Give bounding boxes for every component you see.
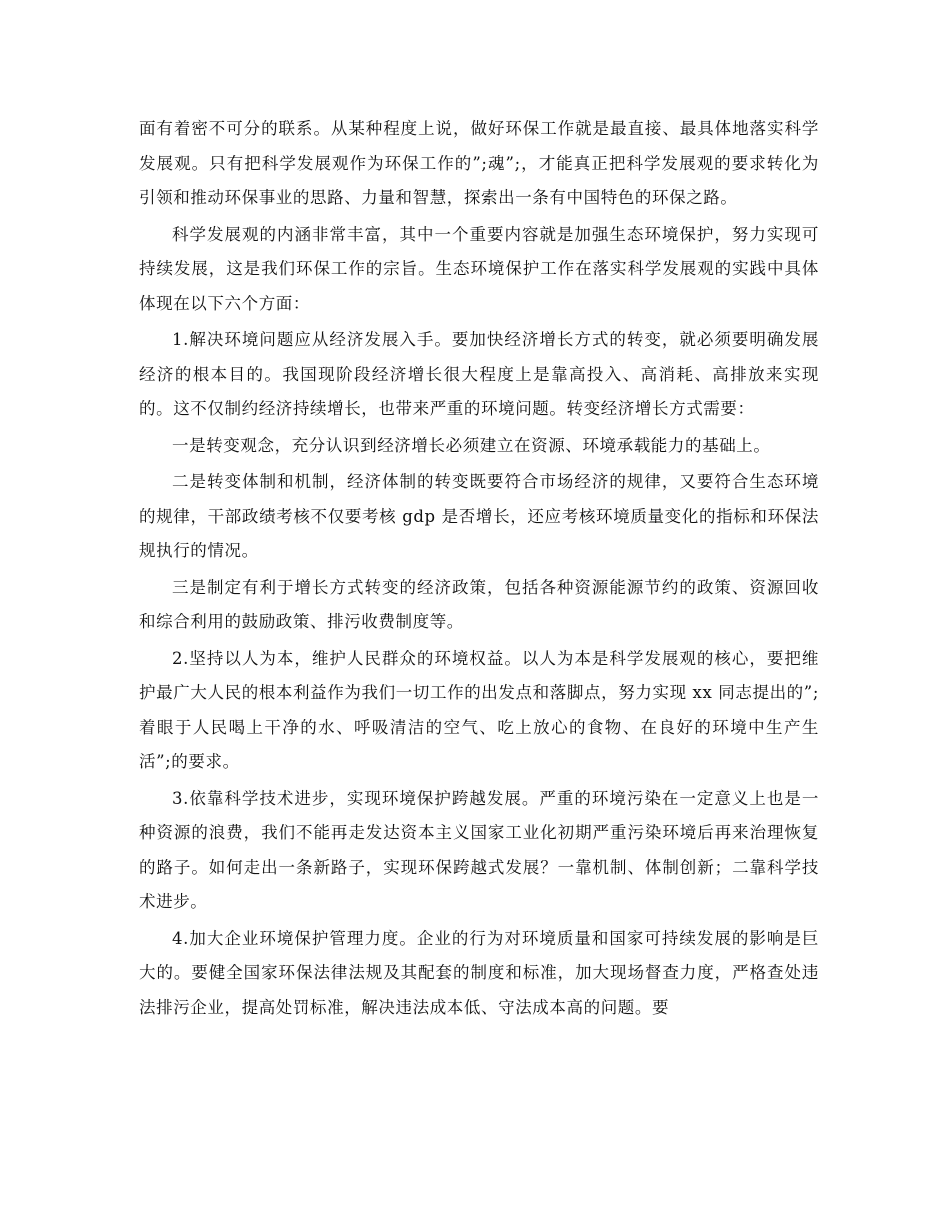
paragraph-4: 一是转变观念，充分认识到经济增长必须建立在资源、环境承载能力的基础上。 [172,435,771,455]
paragraph-3: 1.解决环境问题应从经济发展入手。要加快经济增长方式的转变，就必须要明确发展经济的根本目的。我国现阶段经济增长很大程度上是靠高投入、高消耗、高排放来实现的。这不仅制约经济持续增长，也带来严重的环境问题。转变经济增长方式需要： [139,330,819,418]
document-body [139,112,819,1027]
paragraph-8: 3.依靠科学技术进步，实现环境保护跨越发展。严重的环境污染在一定意义上也是一种资源的浪费，我们不能再走发达资本主义国家工业化初期严重污染环境后再来治理恢复的路子。如何走出一条新路子，实现环保跨越式发展？一靠机制、体制创新；二靠科学技术进步。 [139,788,819,911]
paragraph-2: 科学发展观的内涵非常丰富，其中一个重要内容就是加强生态环境保护，努力实现可持续发展，这是我们环保工作的宗旨。生态环境保护工作在落实科学发展观的实践中具体体现在以下六个方面： [139,224,819,313]
paragraph-6: 三是制定有利于增长方式转变的经济政策，包括各种资源能源节约的政策、资源回收和综合利用的鼓励政策、排污收费制度等。 [139,577,819,631]
paragraph-5: 二是转变体制和机制，经济体制的转变既要符合市场经济的规律，又要符合生态环境的规律，干部政绩考核不仅要考核 gdp 是否增长，还应考核环境质量变化的指标和环保法规执行的情况。 [139,472,819,560]
paragraph-7: 2.坚持以人为本，维护人民群众的环境权益。以人为本是科学发展观的核心，要把维护最广大人民的根本利益作为我们一切工作的出发点和落脚点，努力实现 xx 同志提出的”;着眼于人民喝上干净的水、呼吸清洁的空气、吃上放心的食物、在良好的环境中生产生活”;的要求。 [139,648,819,771]
paragraph-9: 4.加大企业环境保护管理力度。企业的行为对环境质量和国家可持续发展的影响是巨大的。要健全国家环保法律法规及其配套的制度和标准，加大现场督查力度，严格查处违法排污企业，提高处罚标准，解决违法成本低、守法成本高的问题。要 [139,928,819,1017]
paragraph-1: 面有着密不可分的联系。从某种程度上说，做好环保工作就是最直接、最具体地落实科学发展观。只有把科学发展观作为环保工作的”;魂”;，才能真正把科学发展观的要求转化为引领和推动环保事业的思路、力量和智慧，探索出一条有中国特色的环保之路。 [139,119,819,207]
